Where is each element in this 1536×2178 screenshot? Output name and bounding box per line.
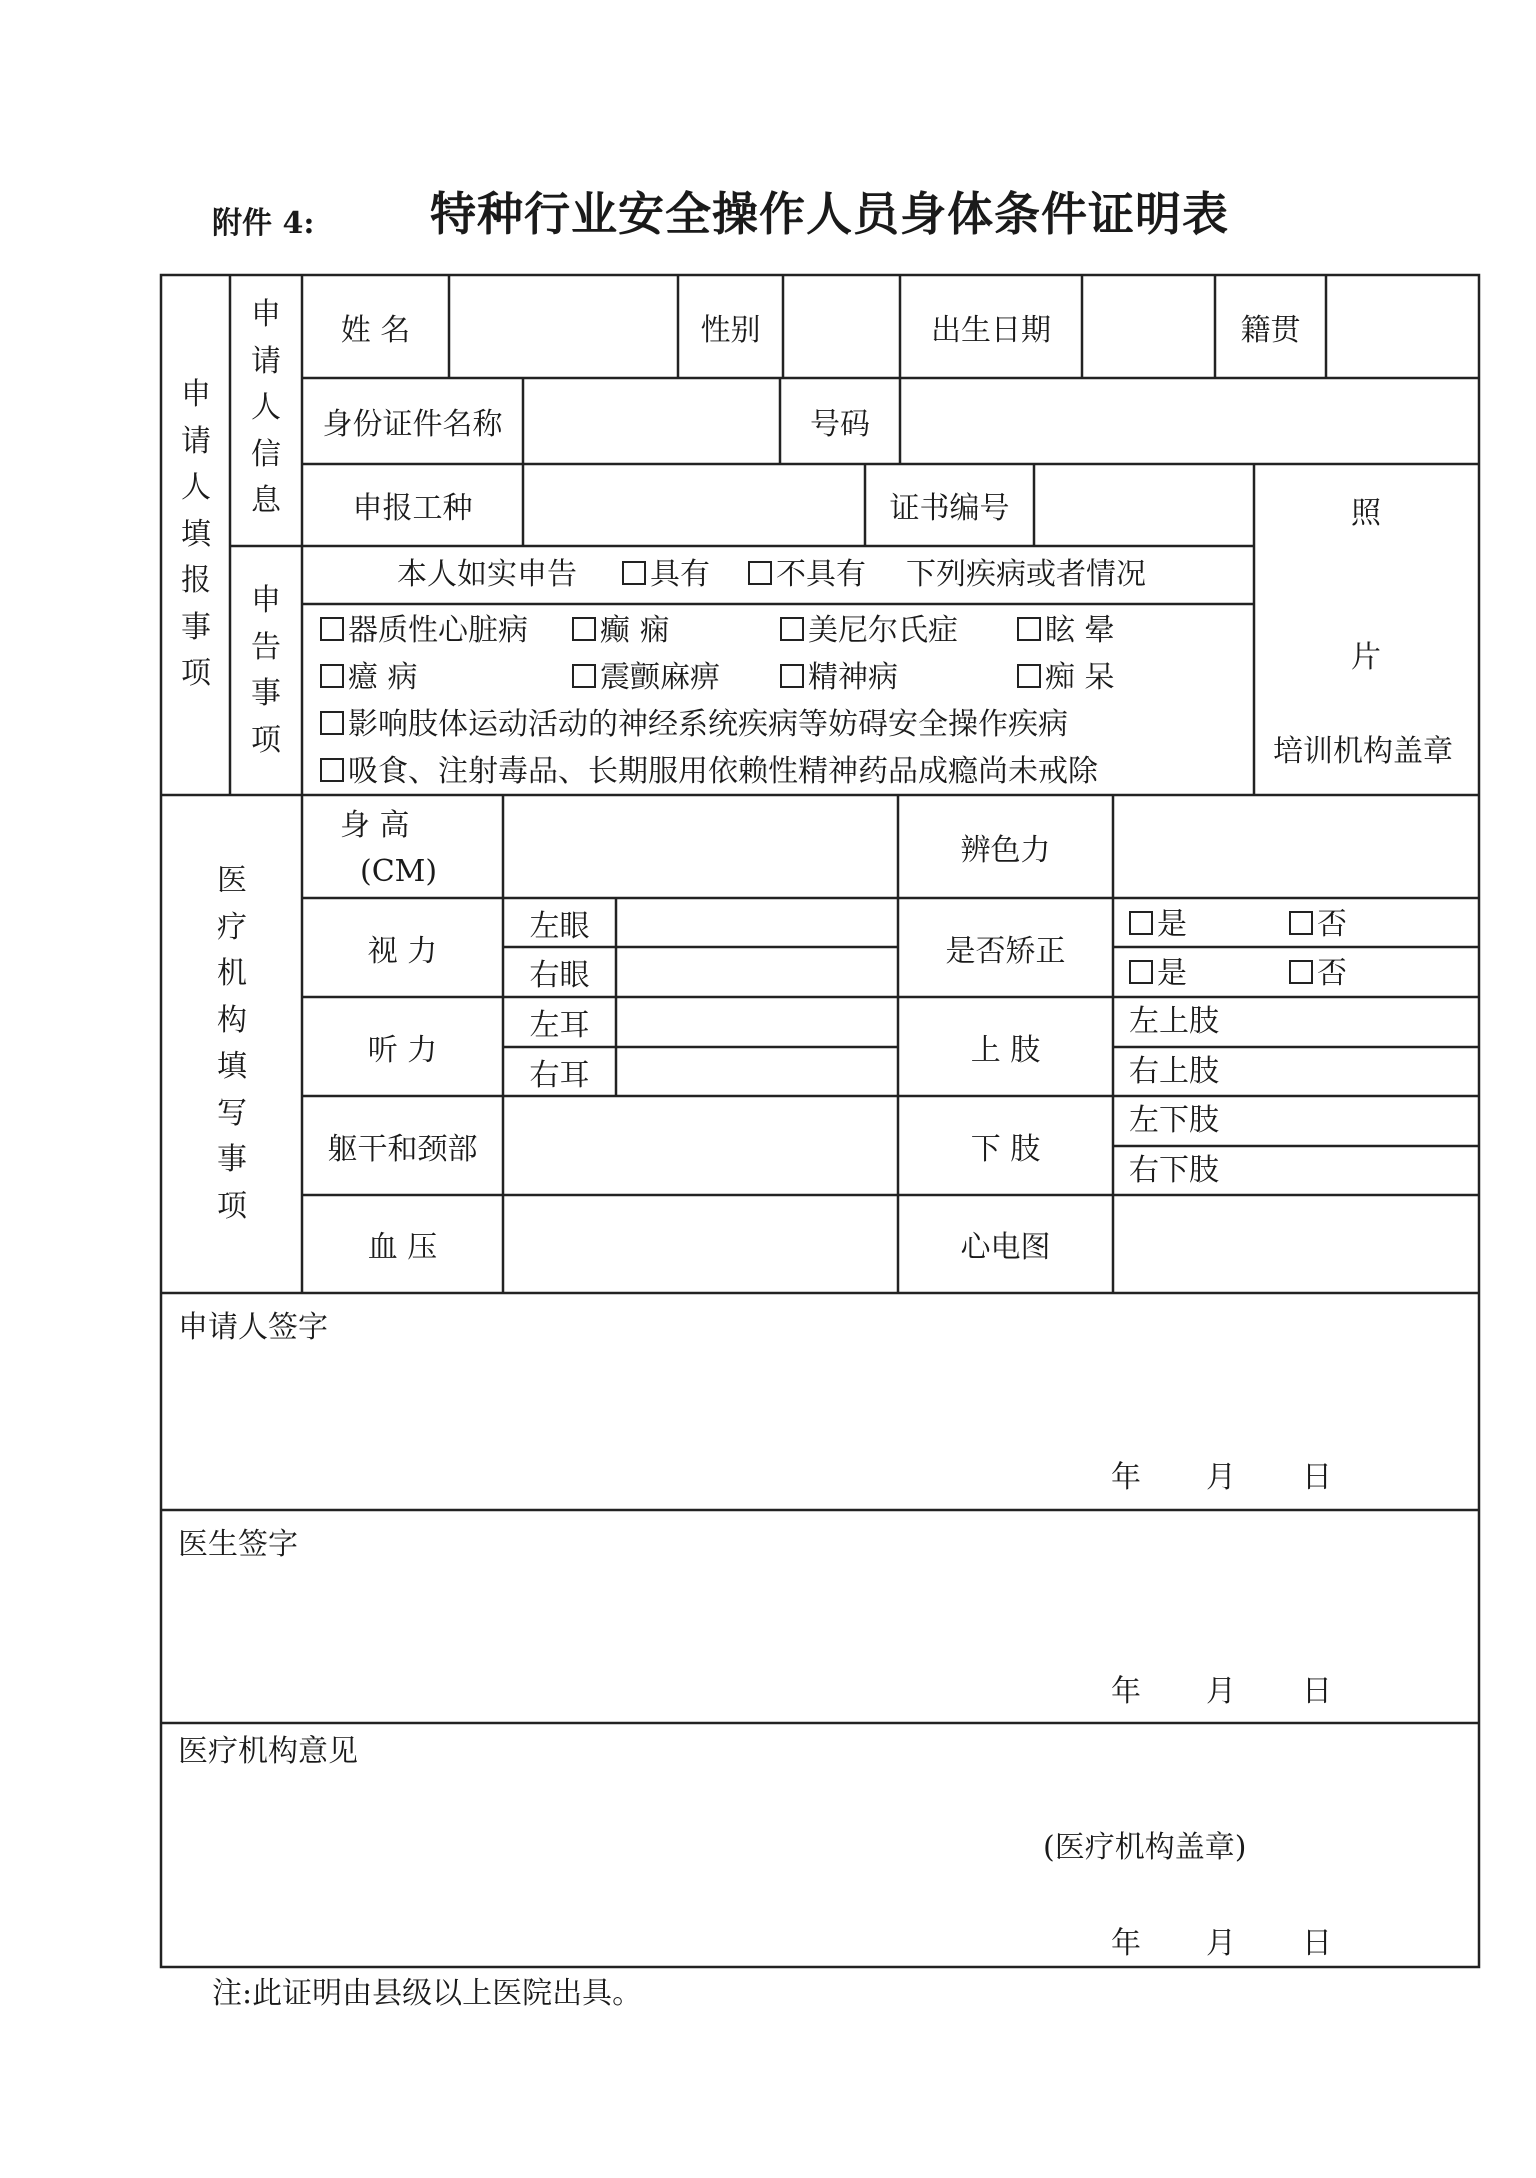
attachment-label: 附件 4: xyxy=(212,206,315,241)
photo-label-top: 照 xyxy=(1351,496,1381,531)
gender-field[interactable] xyxy=(783,275,900,378)
checkbox-icon xyxy=(622,561,646,585)
checkbox-icon xyxy=(1129,911,1153,935)
right-eye-field[interactable] xyxy=(616,947,898,997)
name-field[interactable] xyxy=(449,275,678,378)
checkbox-icon xyxy=(320,758,344,782)
right-eye-label: 右眼 xyxy=(529,958,590,993)
checkbox-icon xyxy=(1129,960,1153,984)
birth-date-label: 出生日期 xyxy=(931,312,1051,348)
id-doc-name-field[interactable] xyxy=(523,378,780,464)
left-lower-limb-field[interactable]: 左下肢 xyxy=(1129,1103,1219,1138)
corrected-label: 是否矫正 xyxy=(945,933,1066,969)
applicant-fill-section-label: 申请人填报事项 xyxy=(181,377,211,691)
checkbox-icon xyxy=(1289,960,1313,984)
disease-checkbox[interactable] xyxy=(320,754,1098,790)
doctor-signature-label: 医生签字 xyxy=(178,1527,298,1562)
cert-no-field[interactable] xyxy=(1034,464,1254,546)
disease-checkbox[interactable] xyxy=(320,613,528,649)
birth-date-field[interactable] xyxy=(1082,275,1215,378)
blood-pressure-label: 血 压 xyxy=(367,1230,438,1265)
right-upper-limb-field[interactable]: 右上肢 xyxy=(1129,1054,1219,1089)
left-eye-yes-checkbox[interactable] xyxy=(1129,907,1187,943)
date-year: 年 xyxy=(1111,1460,1141,1495)
applicant-signature-field[interactable] xyxy=(161,1350,1479,1460)
date-year: 年 xyxy=(1111,1926,1141,1961)
applicant-signature-label: 申请人签字 xyxy=(178,1310,328,1345)
upper-limb-label: 上 肢 xyxy=(970,1032,1041,1068)
disease-label: 癔 病 xyxy=(348,660,418,695)
blood-pressure-field[interactable] xyxy=(503,1195,898,1293)
height-label: 身 高 xyxy=(340,808,410,843)
vision-label: 视 力 xyxy=(367,933,438,969)
name-label: 姓 名 xyxy=(340,312,411,348)
date-day: 日 xyxy=(1302,1674,1332,1709)
right-ear-label: 右耳 xyxy=(529,1057,590,1093)
form-title: 特种行业安全操作人员身体条件证明表 xyxy=(430,187,1229,241)
right-lower-limb-field[interactable]: 右下肢 xyxy=(1129,1153,1219,1188)
disease-label: 精神病 xyxy=(808,660,898,695)
left-eye-field[interactable] xyxy=(616,898,898,947)
no-label: 否 xyxy=(1317,956,1347,991)
disease-checkbox[interactable] xyxy=(320,707,1068,743)
date-month: 月 xyxy=(1206,1674,1236,1709)
medical-fill-section-label: 医疗机构填写事项 xyxy=(217,863,247,1224)
not-has-checkbox[interactable] xyxy=(748,557,866,593)
checkbox-icon xyxy=(780,617,804,641)
footer-note: 注:此证明由县级以上医院出具。 xyxy=(212,1976,643,2011)
left-eye-label: 左眼 xyxy=(529,908,590,944)
date-day: 日 xyxy=(1302,1926,1332,1961)
checkbox-icon xyxy=(1289,911,1313,935)
id-number-field[interactable] xyxy=(900,378,1479,464)
disease-checkbox[interactable] xyxy=(572,613,670,649)
left-ear-field[interactable] xyxy=(616,997,898,1047)
institution-opinion-field[interactable] xyxy=(161,1774,1479,1824)
training-stamp-label: 培训机构盖章 xyxy=(1273,734,1453,769)
disease-checkbox[interactable] xyxy=(780,660,898,696)
yes-label: 是 xyxy=(1157,907,1187,942)
job-type-field[interactable] xyxy=(523,464,865,546)
disease-checkbox[interactable] xyxy=(780,613,958,649)
disease-checkbox[interactable] xyxy=(572,660,720,696)
native-place-label: 籍贯 xyxy=(1240,312,1301,348)
checkbox-icon xyxy=(572,617,596,641)
color-vision-field[interactable] xyxy=(1113,795,1479,898)
photo-label-bottom: 片 xyxy=(1351,640,1381,675)
has-checkbox[interactable] xyxy=(622,557,710,593)
checkbox-icon xyxy=(320,617,344,641)
disease-label: 眩 晕 xyxy=(1045,613,1115,648)
disease-checkbox[interactable] xyxy=(1017,660,1115,696)
native-place-field[interactable] xyxy=(1326,275,1479,378)
right-eye-yes-checkbox[interactable] xyxy=(1129,956,1187,992)
has-label: 具有 xyxy=(650,557,710,592)
yes-label: 是 xyxy=(1157,956,1187,991)
checkbox-icon xyxy=(572,664,596,688)
job-type-label: 申报工种 xyxy=(352,491,473,526)
left-eye-no-checkbox[interactable] xyxy=(1289,907,1347,943)
institution-opinion-label: 医疗机构意见 xyxy=(178,1734,358,1769)
lower-limb-label: 下 肢 xyxy=(970,1131,1041,1167)
disease-checkbox[interactable] xyxy=(1017,613,1115,649)
right-ear-field[interactable] xyxy=(616,1047,898,1096)
trunk-neck-label: 躯干和颈部 xyxy=(327,1131,478,1167)
declaration-statement: 本人如实申告 xyxy=(397,557,577,592)
disease-label: 癫 痫 xyxy=(600,613,670,648)
applicant-info-section-label: 申请人信息 xyxy=(251,297,281,518)
color-vision-label: 辨色力 xyxy=(960,832,1051,868)
date-day: 日 xyxy=(1302,1460,1332,1495)
left-ear-label: 左耳 xyxy=(529,1008,590,1043)
declaration-section-label: 申告事项 xyxy=(251,583,281,758)
hearing-label: 听 力 xyxy=(367,1032,438,1068)
date-month: 月 xyxy=(1206,1460,1236,1495)
cert-no-label: 证书编号 xyxy=(889,491,1010,526)
disease-label: 影响肢体运动活动的神经系统疾病等妨碍安全操作疾病 xyxy=(348,707,1068,742)
disease-checkbox[interactable] xyxy=(320,660,418,696)
id-number-label: 号码 xyxy=(810,407,870,442)
trunk-neck-field[interactable] xyxy=(503,1096,898,1195)
checkbox-icon xyxy=(1017,617,1041,641)
disease-label: 痴 呆 xyxy=(1045,660,1115,695)
height-field[interactable] xyxy=(503,795,898,898)
ecg-label: 心电图 xyxy=(960,1230,1051,1265)
disease-label: 震颤麻痹 xyxy=(600,660,720,695)
date-year: 年 xyxy=(1111,1674,1141,1709)
disease-label: 美尼尔氏症 xyxy=(808,613,958,648)
disease-label: 吸食、注射毒品、长期服用依赖性精神药品成瘾尚未戒除 xyxy=(348,754,1098,789)
checkbox-icon xyxy=(780,664,804,688)
checkbox-icon xyxy=(748,561,772,585)
right-eye-no-checkbox[interactable] xyxy=(1289,956,1347,992)
checkbox-icon xyxy=(320,711,344,735)
doctor-signature-field[interactable] xyxy=(161,1568,1479,1673)
height-unit-label: (CM) xyxy=(360,854,438,889)
ecg-field[interactable] xyxy=(1113,1195,1479,1293)
no-label: 否 xyxy=(1317,907,1347,942)
checkbox-icon xyxy=(1017,664,1041,688)
date-month: 月 xyxy=(1206,1926,1236,1961)
checkbox-icon xyxy=(320,664,344,688)
not-has-label: 不具有 xyxy=(776,557,866,592)
left-upper-limb-field[interactable]: 左上肢 xyxy=(1129,1004,1219,1039)
declaration-tail: 下列疾病或者情况 xyxy=(906,557,1146,592)
gender-label: 性别 xyxy=(700,312,761,348)
institution-stamp-label: (医疗机构盖章) xyxy=(1043,1830,1247,1865)
disease-label: 器质性心脏病 xyxy=(348,613,528,648)
id-doc-name-label: 身份证件名称 xyxy=(322,407,503,442)
